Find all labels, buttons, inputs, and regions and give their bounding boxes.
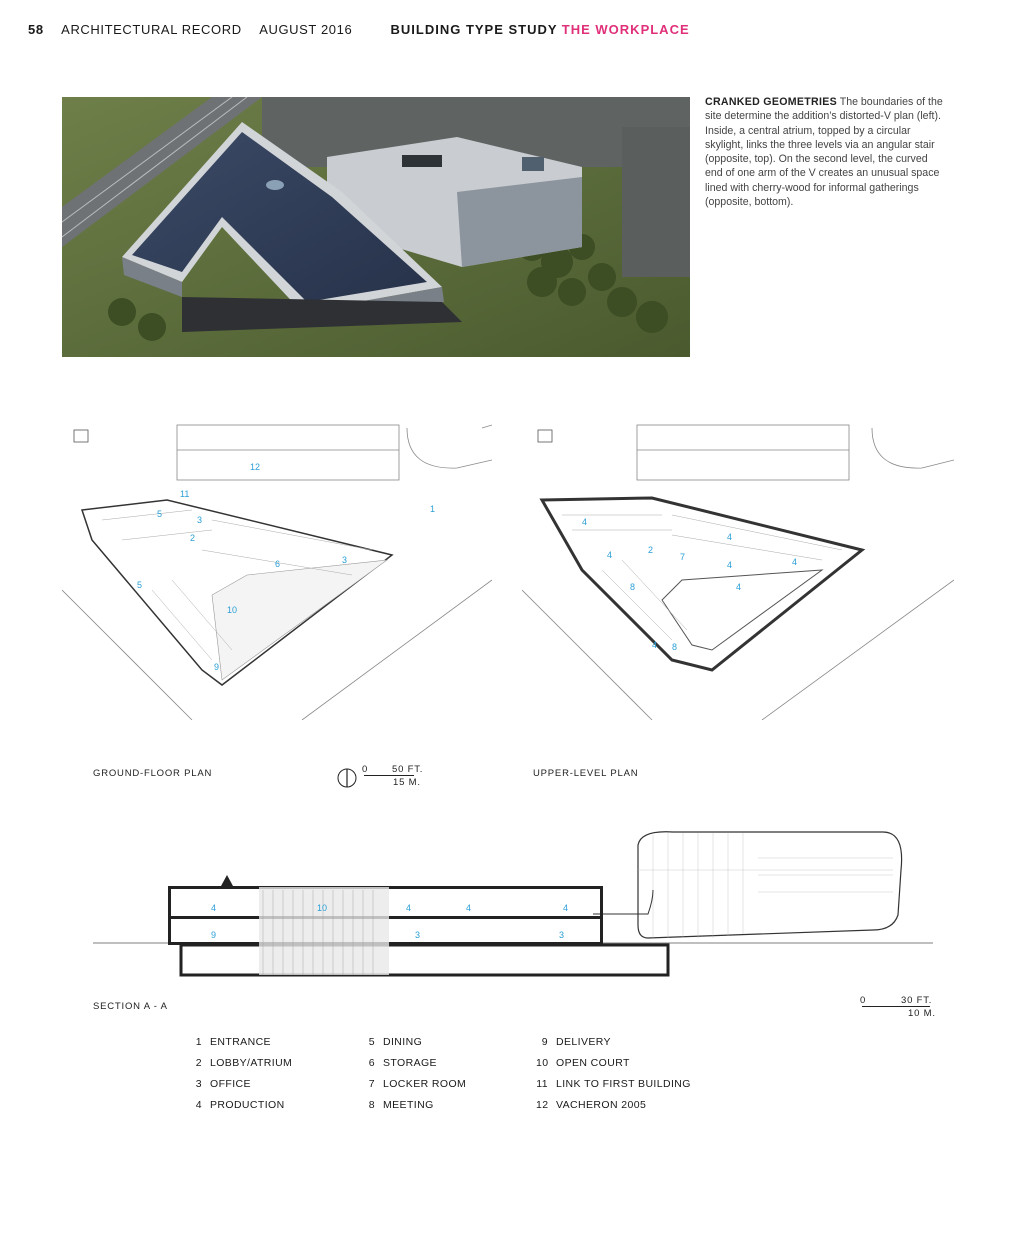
svg-text:4: 4 <box>792 557 798 567</box>
svg-text:10: 10 <box>317 903 328 913</box>
ground-floor-plan-label: GROUND-FLOOR PLAN <box>93 768 213 779</box>
page-number: 58 <box>28 22 44 37</box>
running-header <box>28 22 690 37</box>
svg-text:5: 5 <box>157 509 163 519</box>
svg-text:12: 12 <box>250 462 261 472</box>
plan-scale-zero: 0 <box>362 764 369 775</box>
legend-item: 12 VACHERON 2005 <box>536 1099 647 1111</box>
upper-level-plan-drawing <box>522 420 954 720</box>
plan-scale-meters: 15 M. <box>393 777 421 788</box>
svg-text:10: 10 <box>227 605 238 615</box>
legend-item: 11 LINK TO FIRST BUILDING <box>536 1078 691 1090</box>
legend-item: 6 STORAGE <box>368 1057 437 1069</box>
legend-item: 10 OPEN COURT <box>536 1057 630 1069</box>
section-scale-line <box>862 1006 930 1007</box>
legend-item: 2 LOBBY/ATRIUM <box>195 1057 293 1069</box>
plan-scale-line <box>364 775 414 776</box>
svg-text:5: 5 <box>137 580 143 590</box>
svg-text:2: 2 <box>648 545 654 555</box>
legend-item: 9 DELIVERY <box>541 1036 611 1048</box>
section-scale-zero: 0 <box>860 995 867 1006</box>
svg-text:3: 3 <box>415 930 421 940</box>
magazine-name: ARCHITECTURAL RECORD <box>61 22 242 37</box>
svg-text:4: 4 <box>652 640 658 650</box>
section-topic: THE WORKPLACE <box>561 22 690 37</box>
legend-item: 8 MEETING <box>368 1099 434 1111</box>
svg-text:4: 4 <box>607 550 613 560</box>
section-illustration <box>93 830 933 980</box>
svg-text:11: 11 <box>180 489 190 499</box>
svg-text:9: 9 <box>211 930 217 940</box>
north-arrow-icon <box>336 766 358 790</box>
plan-legend <box>190 1036 710 1126</box>
svg-text:4: 4 <box>211 903 217 913</box>
svg-text:9: 9 <box>214 662 220 672</box>
caption-body: The boundaries of the site determine the addition’s distorted-V plan (left). Inside, a central atrium, topped by a circular skylight, links the three levels via an angular stair (opposite, top). On the second level, the curved end of one arm of the V creates an unusual space lined with cherry-wood for informal gatherings (opposite, bottom). <box>705 96 943 209</box>
legend-item: 7 LOCKER ROOM <box>368 1078 467 1090</box>
issue-date: AUGUST 2016 <box>259 22 353 37</box>
upper-level-plan-label: UPPER-LEVEL PLAN <box>533 768 639 779</box>
section-label: SECTION A - A <box>93 1001 168 1012</box>
svg-text:4: 4 <box>406 903 412 913</box>
section-scale-meters: 10 M. <box>908 1008 936 1019</box>
section-name: BUILDING TYPE STUDY <box>390 22 558 37</box>
section-scale-feet: 30 FT. <box>901 995 933 1006</box>
svg-text:8: 8 <box>630 582 636 592</box>
legend-item: 5 DINING <box>368 1036 423 1048</box>
plan-scale-bar <box>336 764 426 792</box>
legend-item: 4 PRODUCTION <box>195 1099 285 1111</box>
ground-floor-plan-illustration <box>62 420 492 720</box>
svg-text:1: 1 <box>430 504 436 514</box>
caption-heading: CRANKED GEOMETRIES <box>705 96 837 108</box>
aerial-photo <box>62 97 690 357</box>
svg-text:4: 4 <box>563 903 569 913</box>
plan-scale-feet: 50 FT. <box>392 764 424 775</box>
svg-text:6: 6 <box>275 559 281 569</box>
svg-text:3: 3 <box>559 930 565 940</box>
legend-item: 1 ENTRANCE <box>195 1036 271 1048</box>
svg-text:4: 4 <box>727 560 733 570</box>
aerial-photo-illustration <box>62 97 690 357</box>
svg-text:8: 8 <box>672 642 678 652</box>
photo-caption <box>705 95 945 209</box>
ground-floor-plan-drawing <box>62 420 492 720</box>
svg-text:4: 4 <box>582 517 588 527</box>
upper-level-plan-illustration <box>522 420 954 720</box>
svg-text:7: 7 <box>680 552 686 562</box>
section-drawing <box>93 830 933 980</box>
svg-text:4: 4 <box>466 903 472 913</box>
svg-text:3: 3 <box>342 555 348 565</box>
svg-text:4: 4 <box>727 532 733 542</box>
svg-text:3: 3 <box>197 515 203 525</box>
section-scale-bar <box>860 995 940 1023</box>
legend-item: 3 OFFICE <box>195 1078 251 1090</box>
svg-text:2: 2 <box>190 533 196 543</box>
svg-text:4: 4 <box>736 582 742 592</box>
